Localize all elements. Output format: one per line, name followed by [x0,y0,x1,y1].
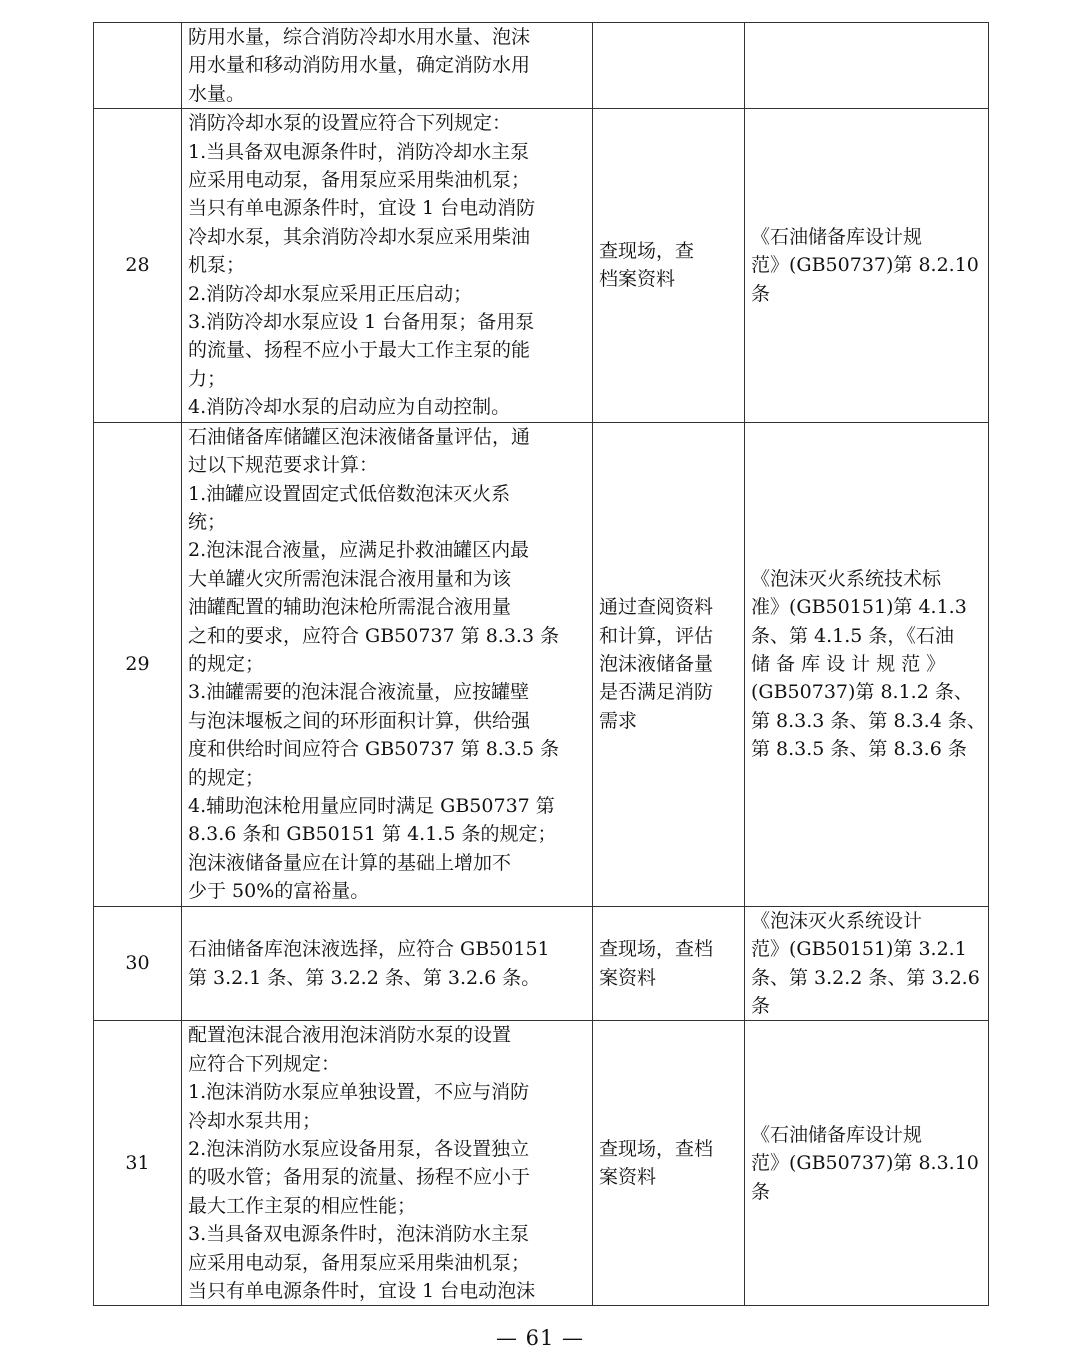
method-line: 查现场，查 [599,240,695,263]
method-line: 通过查阅资料 [599,596,714,619]
requirement-line: 之和的要求，应符合 GB50737 第 8.3.3 条 [188,624,560,647]
requirement-line: 油罐配置的辅助泡沫枪所需混合液用量 [188,596,512,619]
method-line: 是否满足消防 [599,681,714,704]
row-number: 30 [94,906,182,1021]
requirement-line: 少于 50%的富裕量。 [188,880,370,903]
basis-cell [745,109,989,422]
requirement-cell [182,1021,593,1306]
row-number [94,23,182,109]
requirement-line: 1.当具备双电源条件时，消防冷却水主泵 [188,140,530,163]
basis-line: 条、第 4.1.5 条，《石油 [751,624,954,647]
requirement-line: 石油储备库泡沫液选择，应符合 GB50151 [188,938,550,961]
basis-cell [745,1021,989,1306]
basis-line: 《石油储备库设计规 [751,1123,923,1146]
basis-line: 第 8.3.3 条、第 8.3.4 条、 [751,709,986,732]
requirement-line: 力； [188,367,227,390]
requirement-line: 的流量、扬程不应小于最大工作主泵的能 [188,339,531,362]
requirement-line: 第 3.2.1 条、第 3.2.2 条、第 3.2.6 条。 [188,966,541,989]
table-row [94,422,989,906]
requirement-line: 过以下规范要求计算： [188,454,379,477]
requirement-line: 配置泡沫混合液用泡沫消防水泵的设置 [188,1024,512,1047]
requirement-line: 4.辅助泡沫枪用量应同时满足 GB50737 第 [188,795,555,818]
requirement-line: 4.消防冷却水泵的启动应为自动控制。 [188,396,511,419]
requirement-line: 2.消防冷却水泵应采用正压启动； [188,282,473,305]
row-number: 28 [94,109,182,422]
basis-line: 《泡沫灭火系统技术标 [751,567,942,590]
requirement-line: 8.3.6 条和 GB50151 第 4.1.5 条的规定； [188,823,557,846]
requirement-line: 1.泡沫消防水泵应单独设置，不应与消防 [188,1081,530,1104]
method-line: 泡沫液储备量 [599,652,714,675]
basis-cell [745,906,989,1021]
requirement-line: 防用水量，综合消防冷却水用水量、泡沫 [188,26,531,48]
basis-line: 条、第 3.2.2 条、第 3.2.6 [751,966,980,989]
method-line: 案资料 [599,1166,657,1189]
basis-cell [745,23,989,109]
method-cell [593,109,745,422]
method-line: 案资料 [599,966,657,989]
requirement-line: 的规定； [188,652,265,675]
requirement-cell [182,23,593,109]
basis-line: 第 8.3.5 条、第 8.3.6 条 [751,738,967,761]
requirement-line: 2.泡沫混合液量，应满足扑救油罐区内最 [188,539,530,562]
requirement-cell [182,109,593,422]
requirement-line: 3.消防冷却水泵应设 1 台备用泵；备用泵 [188,311,535,334]
basis-line: 范》(GB50737)第 8.3.10 [751,1152,979,1175]
requirement-line: 统； [188,510,227,533]
table-row [94,1021,989,1306]
requirement-line: 石油储备库储罐区泡沫液储备量评估，通 [188,425,531,448]
requirement-line: 3.当具备双电源条件时，泡沫消防水主泵 [188,1223,530,1246]
requirement-line: 冷却水泵共用； [188,1109,322,1132]
requirement-cell [182,906,593,1021]
method-line: 查现场，查档 [599,938,714,961]
row-number: 29 [94,422,182,906]
method-cell [593,906,745,1021]
table-body [94,23,989,1306]
requirement-cell [182,422,593,906]
table-row [94,906,989,1021]
basis-line: 条 [751,1180,771,1203]
table-row [94,109,989,422]
method-cell [593,422,745,906]
method-line: 和计算，评估 [599,624,714,647]
requirement-line: 的吸水管；备用泵的流量、扬程不应小于 [188,1166,531,1189]
basis-line: 范》(GB50151)第 3.2.1 [751,938,967,961]
row-number: 31 [94,1021,182,1306]
requirement-line: 3.油罐需要的泡沫混合液流量，应按罐壁 [188,681,530,704]
specification-table [93,22,989,1306]
basis-line: 条 [751,994,771,1017]
method-cell [593,23,745,109]
requirement-line: 泡沫液储备量应在计算的基础上增加不 [188,851,512,874]
basis-line: 《石油储备库设计规 [751,225,923,248]
basis-line: (GB50737)第 8.1.2 条、 [751,681,973,704]
requirement-line: 1.油罐应设置固定式低倍数泡沫灭火系 [188,482,511,505]
requirement-line: 的规定； [188,766,265,789]
requirement-line: 度和供给时间应符合 GB50737 第 8.3.5 条 [188,738,560,761]
basis-line: 储 备 库 设 计 规 范 》 [751,652,946,675]
method-line: 档案资料 [599,268,676,291]
requirement-line: 当只有单电源条件时，宜设 1 台电动泡沫 [188,1279,536,1302]
requirement-line: 消防冷却水泵的设置应符合下列规定： [188,112,512,135]
requirement-line: 与泡沫堰板之间的环形面积计算，供给强 [188,709,531,732]
requirement-line: 应符合下列规定： [188,1052,341,1075]
requirement-line: 用水量和移动消防用水量，确定消防水用 [188,54,531,77]
requirement-line: 应采用电动泵，备用泵应采用柴油机泵； [188,169,531,192]
basis-line: 准》(GB50151)第 4.1.3 [751,596,967,619]
requirement-line: 机泵； [188,254,246,277]
method-line: 查现场，查档 [599,1137,714,1160]
requirement-line: 最大工作主泵的相应性能； [188,1194,417,1217]
basis-line: 条 [751,282,771,305]
requirement-line: 当只有单电源条件时，宜设 1 台电动消防 [188,197,536,220]
requirement-line: 大单罐火灾所需泡沫混合液用量和为该 [188,567,512,590]
requirement-line: 应采用电动泵，备用泵应采用柴油机泵； [188,1251,531,1274]
basis-cell [745,422,989,906]
table-row [94,23,989,109]
requirement-line: 冷却水泵，其余消防冷却水泵应采用柴油 [188,225,531,248]
requirement-line: 2.泡沫消防水泵应设备用泵，各设置独立 [188,1137,530,1160]
basis-line: 范》(GB50737)第 8.2.10 [751,254,979,277]
method-line: 需求 [599,709,638,732]
page-number: — 61 — [495,1326,585,1350]
basis-line: 《泡沫灭火系统设计 [751,909,923,932]
requirement-line: 水量。 [188,82,246,105]
method-cell [593,1021,745,1306]
